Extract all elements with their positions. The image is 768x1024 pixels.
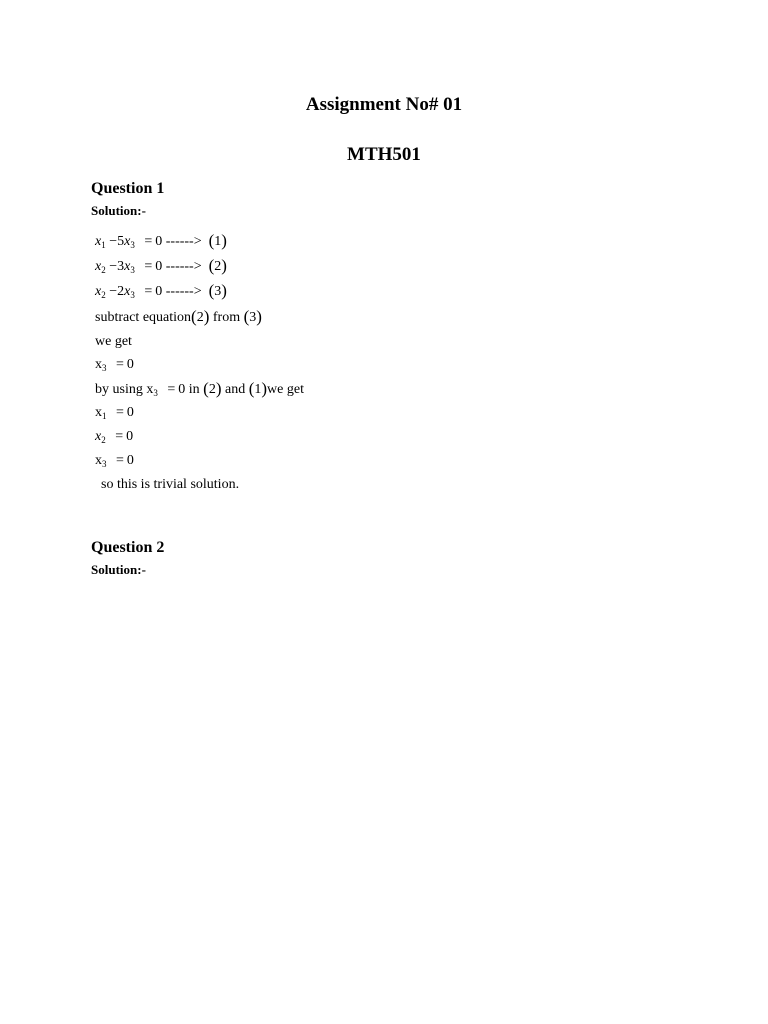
question-2-heading: Question 2 xyxy=(91,539,165,556)
conclusion-line: so this is trivial solution. xyxy=(101,477,240,492)
eq1-arrow: ------> xyxy=(165,234,202,249)
x3-zero-line xyxy=(95,356,134,374)
eq1-rhs: 0 xyxy=(155,234,163,249)
by-using-ref-a: 2 xyxy=(208,382,216,397)
x3-zero-line-2 xyxy=(95,452,134,470)
by-using-and: and xyxy=(224,382,246,397)
by-using-text: by using x xyxy=(95,382,154,397)
x3b-equals: = xyxy=(116,453,124,468)
eq2-rhs: 0 xyxy=(155,259,163,274)
x2-var: x xyxy=(95,429,102,444)
eq1-var2: x xyxy=(124,234,131,249)
question-1-solution-label: Solution:- xyxy=(91,203,146,218)
eq2-var1: x xyxy=(95,259,102,274)
x3b-rhs: 0 xyxy=(126,453,134,468)
eq2-arrow: ------> xyxy=(165,259,202,274)
eq3-op: −2 xyxy=(109,284,125,299)
question-2-solution-label: Solution:- xyxy=(91,562,146,577)
eq3-ref: 3 xyxy=(214,284,222,299)
eq1-op: −5 xyxy=(109,234,125,249)
we-get-line: we get xyxy=(95,334,132,349)
x3-equals: = xyxy=(116,357,124,372)
course-code: MTH501 xyxy=(347,144,421,165)
x3-sub: 3 xyxy=(102,363,107,373)
eq2-sub1: 2 xyxy=(101,265,106,275)
eq2-equals: = xyxy=(144,259,153,274)
equation-2: $x_2 -3x_3 = 0$ ------> (2) xyxy=(95,256,227,275)
subtract-text: subtract equation xyxy=(95,310,192,325)
by-using-equals: = xyxy=(167,382,176,397)
subtract-ref-b: 3 xyxy=(249,310,257,325)
assignment-title: Assignment No# 01 xyxy=(305,94,463,115)
subtract-line: subtract equation(2) from (3) xyxy=(95,307,262,326)
x3b-var: x xyxy=(95,453,102,468)
eq3-sub1: 2 xyxy=(101,290,106,300)
by-using-sub: 3 xyxy=(153,388,158,398)
eq3-sub2: 3 xyxy=(130,290,135,300)
eq3-arrow: ------> xyxy=(165,284,202,299)
x2-sub: 2 xyxy=(101,435,106,445)
eq2-var2: x xyxy=(124,259,131,274)
equation-3: $x_2 -2x_3 = 0$ ------> (3) xyxy=(95,281,227,300)
x1-zero-line xyxy=(95,404,134,422)
subtract-ref-a: 2 xyxy=(196,310,204,325)
eq1-sub2: 3 xyxy=(130,240,135,250)
question-1-heading: Question 1 xyxy=(91,180,165,197)
x2-zero-line xyxy=(95,428,133,446)
eq1-ref: 1 xyxy=(214,234,222,249)
eq3-var1: x xyxy=(95,284,102,299)
equation-1: $x_1 -5x_3 = 0$ ------> (1) xyxy=(95,231,227,250)
eq3-var2: x xyxy=(124,284,131,299)
eq1-sub1: 1 xyxy=(101,240,106,250)
subtract-from: from xyxy=(212,310,241,325)
by-using-ref-b: 1 xyxy=(254,382,262,397)
x1-var: x xyxy=(95,405,102,420)
x3-rhs: 0 xyxy=(126,357,134,372)
by-using-post: we get xyxy=(267,382,304,397)
x1-equals: = xyxy=(116,405,124,420)
x3b-sub: 3 xyxy=(102,459,107,469)
x3-var: x xyxy=(95,357,102,372)
x1-rhs: 0 xyxy=(126,405,134,420)
eq3-equals: = xyxy=(144,284,153,299)
eq2-sub2: 3 xyxy=(130,265,135,275)
eq3-rhs: 0 xyxy=(155,284,163,299)
eq1-equals: = xyxy=(144,234,153,249)
by-using-mid: 0 in xyxy=(178,382,200,397)
by-using-line: by using $x_3 = 0$ in (2) and (1)we get xyxy=(95,379,304,398)
x2-rhs: 0 xyxy=(126,429,134,444)
eq2-ref: 2 xyxy=(214,259,222,274)
eq1-var1: x xyxy=(95,234,102,249)
x1-sub: 1 xyxy=(102,411,107,421)
x2-equals: = xyxy=(115,429,124,444)
eq2-op: −3 xyxy=(109,259,125,274)
